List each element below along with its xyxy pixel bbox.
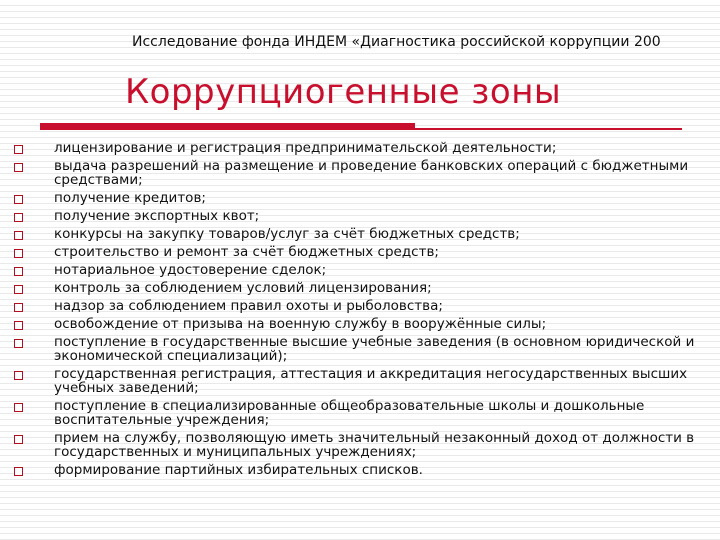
title-underline-accent [40, 123, 415, 130]
list-item-text: конкурсы на закупку товаров/услуг за счёт бюджетных средств; [54, 226, 520, 242]
list-item-text: поступление в государственные высшие учебные заведения (в основном юридической и экономической специализаций); [54, 334, 695, 364]
list-item-text: строительство и ремонт за счёт бюджетных средств; [54, 244, 439, 260]
list-item-text: нотариальное удостоверение сделок; [54, 262, 327, 278]
list-item-text: лицензирование и регистрация предпринимательской деятельности; [54, 140, 557, 156]
list-item [0, 367, 720, 395]
list-item [0, 159, 720, 187]
slide-header: Исследование фонда ИНДЕМ «Диагностика российской коррупции 200 [132, 34, 661, 50]
square-bullet-icon [14, 285, 23, 294]
square-bullet-icon [14, 145, 23, 154]
square-bullet-icon [14, 435, 23, 444]
square-bullet-icon [14, 249, 23, 258]
square-bullet-icon [14, 371, 23, 380]
list-item [0, 399, 720, 427]
square-bullet-icon [14, 403, 23, 412]
list-item [0, 317, 720, 331]
list-item [0, 191, 720, 205]
square-bullet-icon [14, 467, 23, 476]
list-item-text: выдача разрешений на размещение и проведение банковских операций с бюджетными средствами; [54, 158, 689, 188]
list-item [0, 299, 720, 313]
list-item-text: государственная регистрация, аттестация и аккредитация негосударственных высших учебных заведений; [54, 366, 688, 396]
slide-title: Коррупциогенные зоны [125, 72, 562, 112]
list-item-text: прием на службу, позволяющую иметь значительный незаконный доход от должности в государственных и муниципальных учреждениях; [54, 430, 695, 460]
list-item-text: поступление в специализированные общеобразовательные школы и дошкольные воспитательные учреждения; [54, 398, 645, 428]
square-bullet-icon [14, 195, 23, 204]
square-bullet-icon [14, 303, 23, 312]
list-item-text: получение кредитов; [54, 190, 206, 206]
square-bullet-icon [14, 213, 23, 222]
list-item [0, 245, 720, 259]
square-bullet-icon [14, 339, 23, 348]
list-item [0, 335, 720, 363]
list-item [0, 141, 720, 155]
list-item [0, 463, 720, 477]
list-item-text: формирование партийных избирательных списков. [54, 462, 423, 478]
square-bullet-icon [14, 231, 23, 240]
corruption-zones-list [0, 141, 720, 481]
list-item-text: освобождение от призыва на военную службу в вооружённые силы; [54, 316, 547, 332]
list-item-text: надзор за соблюдением правил охоты и рыболовства; [54, 298, 443, 314]
list-item [0, 209, 720, 223]
square-bullet-icon [14, 321, 23, 330]
list-item [0, 431, 720, 459]
square-bullet-icon [14, 163, 23, 172]
list-item-text: получение экспортных квот; [54, 208, 260, 224]
list-item-text: контроль за соблюдением условий лицензирования; [54, 280, 432, 296]
list-item [0, 263, 720, 277]
list-item [0, 281, 720, 295]
square-bullet-icon [14, 267, 23, 276]
list-item [0, 227, 720, 241]
